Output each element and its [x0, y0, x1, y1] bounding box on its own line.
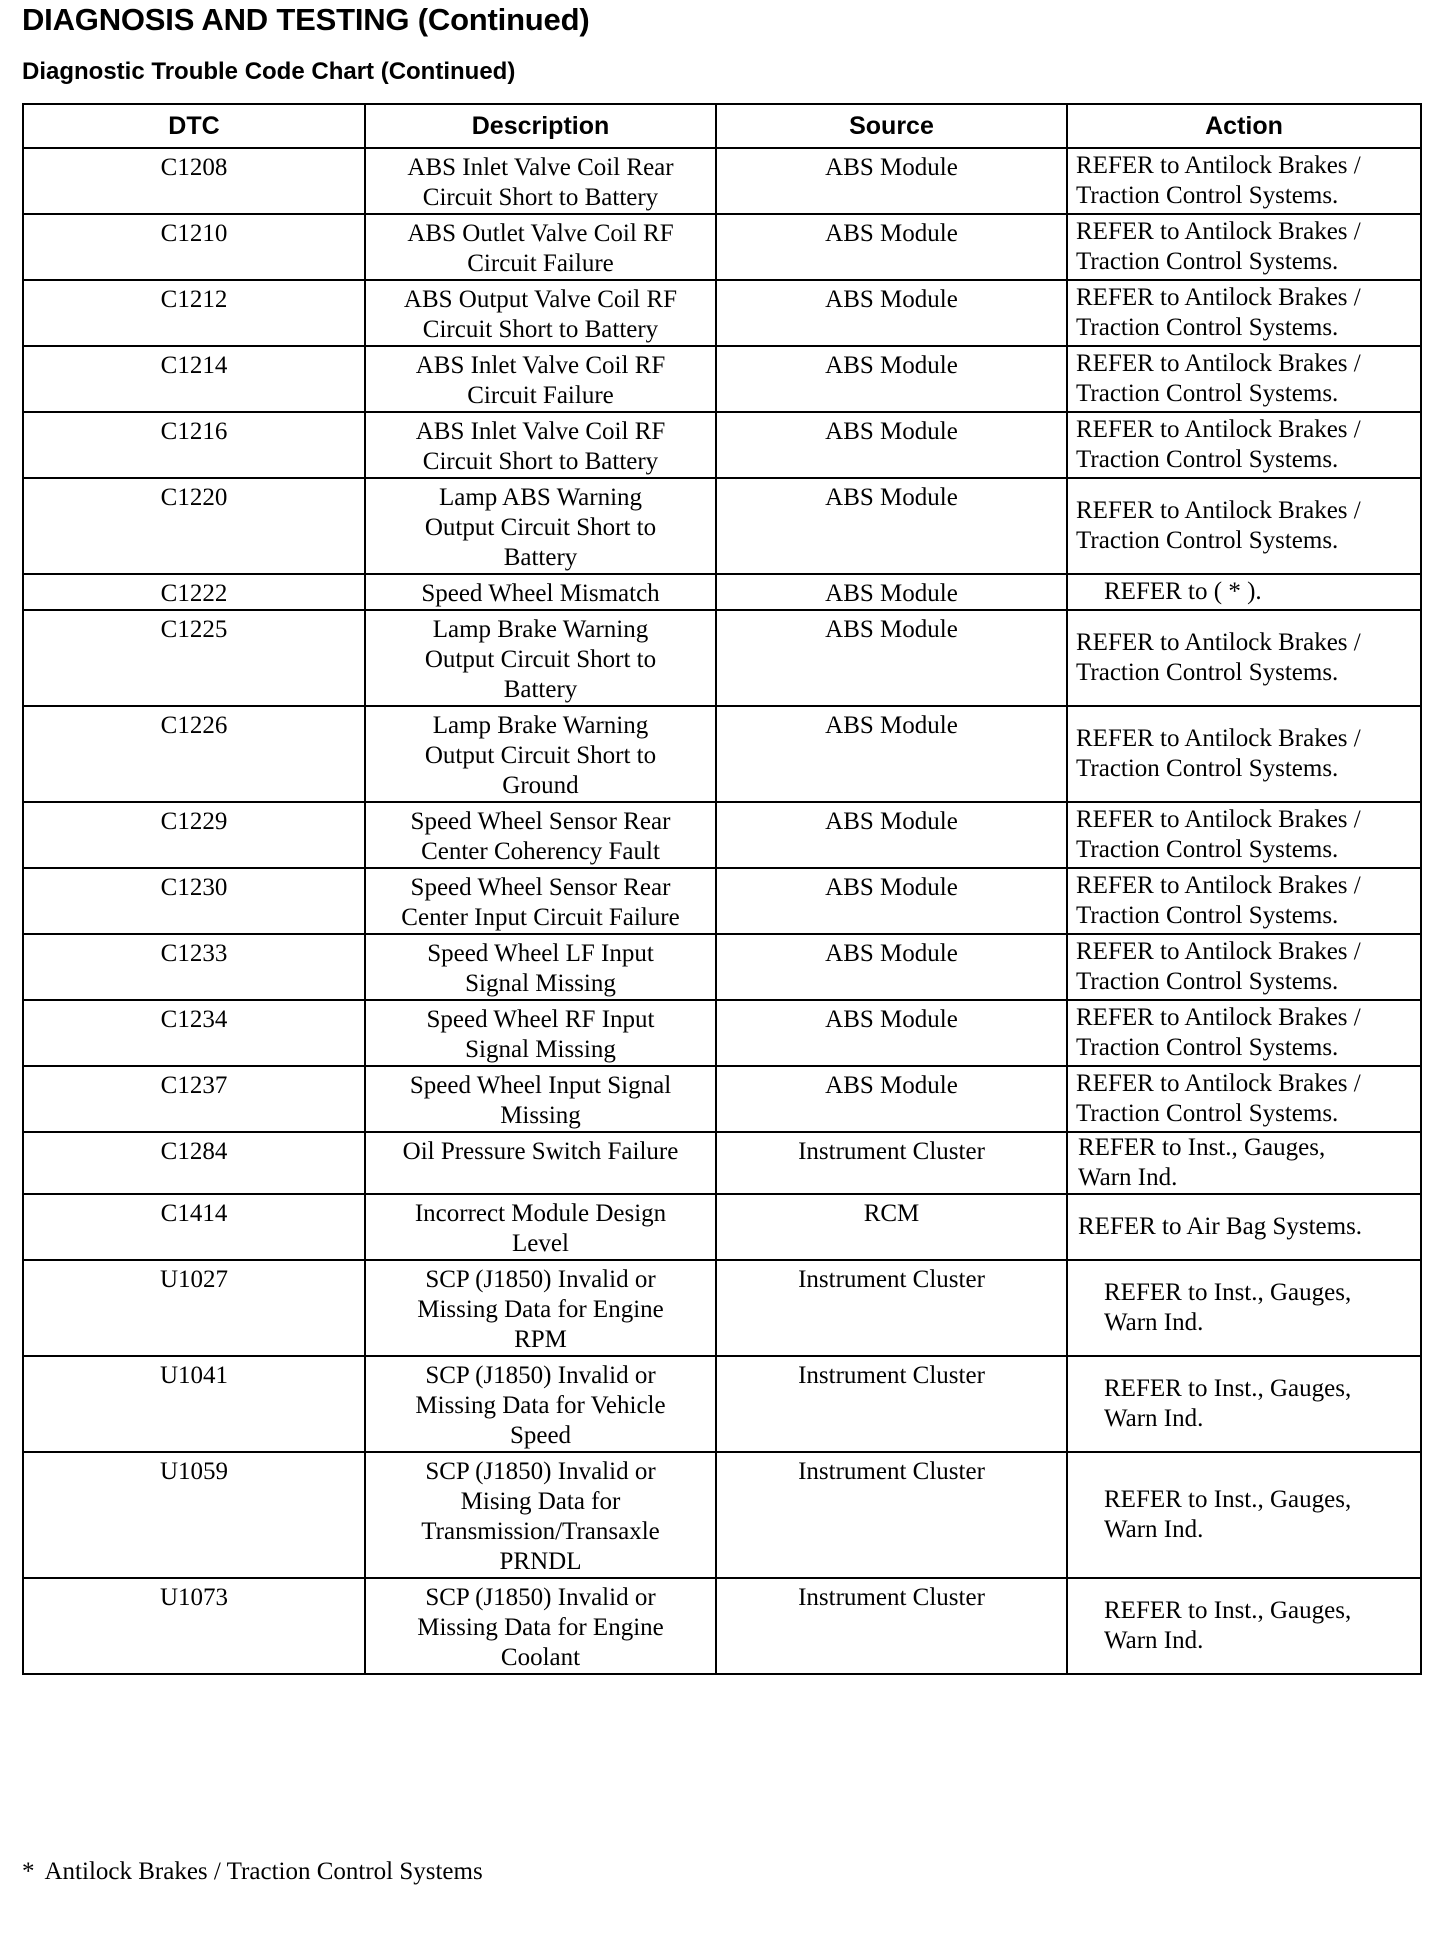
source-cell: ABS Module [716, 478, 1067, 574]
table-row [23, 1260, 1421, 1356]
dtc-cell: U1059 [23, 1452, 365, 1578]
action-line: REFER to Inst., Gauges, [1104, 1597, 1352, 1624]
table-row [23, 214, 1421, 280]
action-cell [1067, 412, 1421, 478]
description-cell [365, 148, 716, 214]
table-row [23, 1578, 1421, 1674]
description-line: SCP (J1850) Invalid or [425, 1362, 656, 1389]
table-row [23, 1452, 1421, 1578]
description-cell [365, 214, 716, 280]
source-cell: ABS Module [716, 346, 1067, 412]
source-cell: Instrument Cluster [716, 1356, 1067, 1452]
table-body [23, 148, 1421, 1674]
action-line: REFER to Inst., Gauges, [1104, 1279, 1352, 1306]
description-cell [365, 1066, 716, 1132]
action-line: Traction Control Systems. [1076, 836, 1339, 863]
action-line: Traction Control Systems. [1076, 659, 1339, 686]
action-cell [1067, 706, 1421, 802]
description-line: RPM [514, 1326, 567, 1353]
action-cell [1067, 214, 1421, 280]
dtc-cell: C1233 [23, 934, 365, 1000]
dtc-cell: C1284 [23, 1132, 365, 1194]
action-cell [1067, 1000, 1421, 1066]
table-row [23, 574, 1421, 610]
action-line: REFER to Antilock Brakes / [1076, 872, 1361, 899]
source-cell: ABS Module [716, 1000, 1067, 1066]
dtc-cell: C1216 [23, 412, 365, 478]
action-line: REFER to Antilock Brakes / [1076, 416, 1361, 443]
dtc-cell: C1414 [23, 1194, 365, 1260]
dtc-cell: C1214 [23, 346, 365, 412]
table-row [23, 802, 1421, 868]
description-line: Center Input Circuit Failure [401, 904, 680, 931]
description-line: Speed Wheel Sensor Rear [410, 808, 671, 835]
dtc-cell: C1237 [23, 1066, 365, 1132]
action-line: Traction Control Systems. [1076, 968, 1339, 995]
source-cell: ABS Module [716, 1066, 1067, 1132]
description-line: Circuit Short to Battery [422, 448, 659, 475]
action-line: Traction Control Systems. [1076, 1100, 1339, 1127]
source-cell: ABS Module [716, 148, 1067, 214]
description-line: Coolant [500, 1644, 581, 1671]
source-cell: ABS Module [716, 934, 1067, 1000]
table-row [23, 706, 1421, 802]
action-line: Traction Control Systems. [1076, 248, 1339, 275]
description-line: Signal Missing [465, 970, 616, 997]
action-cell [1067, 1132, 1421, 1194]
action-line: REFER to Antilock Brakes / [1076, 629, 1361, 656]
action-line: Warn Ind. [1078, 1164, 1178, 1191]
description-cell [365, 1000, 716, 1066]
description-cell [365, 802, 716, 868]
dtc-cell: C1229 [23, 802, 365, 868]
description-line: Circuit Short to Battery [422, 316, 659, 343]
table-row [23, 1000, 1421, 1066]
source-cell: ABS Module [716, 802, 1067, 868]
action-line: REFER to Inst., Gauges, [1104, 1375, 1352, 1402]
table-row [23, 148, 1421, 214]
header-description: Description [365, 104, 716, 148]
description-line: Battery [503, 676, 578, 703]
dtc-cell: C1220 [23, 478, 365, 574]
action-line: Traction Control Systems. [1076, 527, 1339, 554]
description-line: Missing [500, 1102, 581, 1129]
action-cell [1067, 1260, 1421, 1356]
action-line: Traction Control Systems. [1076, 182, 1339, 209]
description-line: Mising Data for [460, 1488, 621, 1515]
description-line: ABS Outlet Valve Coil RF [407, 220, 674, 247]
table-row [23, 1356, 1421, 1452]
description-line: Signal Missing [465, 1036, 616, 1063]
action-line: Warn Ind. [1104, 1516, 1204, 1543]
table-row [23, 1132, 1421, 1194]
action-line: Traction Control Systems. [1076, 380, 1339, 407]
description-line: Incorrect Module Design [414, 1200, 667, 1227]
action-line: Warn Ind. [1104, 1627, 1204, 1654]
description-line: SCP (J1850) Invalid or [425, 1266, 656, 1293]
description-cell [365, 1260, 716, 1356]
action-cell [1067, 346, 1421, 412]
action-line: REFER to Antilock Brakes / [1076, 938, 1361, 965]
action-line: REFER to Air Bag Systems. [1078, 1213, 1363, 1240]
description-line: Output Circuit Short to [424, 742, 657, 769]
table-row [23, 280, 1421, 346]
dtc-cell: U1027 [23, 1260, 365, 1356]
page-subtitle: Diagnostic Trouble Code Chart (Continued) [22, 58, 516, 85]
description-cell [365, 934, 716, 1000]
dtc-cell: C1225 [23, 610, 365, 706]
page-title: DIAGNOSIS AND TESTING (Continued) [22, 2, 590, 37]
action-line: Traction Control Systems. [1076, 446, 1339, 473]
description-line: SCP (J1850) Invalid or [425, 1458, 656, 1485]
description-cell [365, 706, 716, 802]
description-line: Missing Data for Engine [417, 1614, 664, 1641]
description-cell [365, 1578, 716, 1674]
action-line: REFER to Antilock Brakes / [1076, 152, 1361, 179]
description-cell [365, 412, 716, 478]
description-line: ABS Inlet Valve Coil Rear [407, 154, 674, 181]
dtc-cell: C1234 [23, 1000, 365, 1066]
description-line: SCP (J1850) Invalid or [425, 1584, 656, 1611]
description-line: Speed Wheel LF Input [427, 940, 654, 967]
table-header-row [23, 104, 1421, 148]
dtc-cell: C1212 [23, 280, 365, 346]
description-cell [365, 1132, 716, 1194]
action-cell [1067, 1194, 1421, 1260]
description-line: Level [512, 1230, 569, 1257]
source-cell: Instrument Cluster [716, 1452, 1067, 1578]
dtc-cell: U1073 [23, 1578, 365, 1674]
action-cell [1067, 934, 1421, 1000]
description-line: Output Circuit Short to [424, 646, 657, 673]
description-line: Lamp Brake Warning [432, 616, 649, 643]
action-cell [1067, 280, 1421, 346]
action-line: REFER to Antilock Brakes / [1076, 725, 1361, 752]
source-cell: ABS Module [716, 706, 1067, 802]
description-cell [365, 1356, 716, 1452]
description-line: ABS Output Valve Coil RF [403, 286, 678, 313]
description-cell [365, 574, 716, 610]
dtc-table [22, 103, 1422, 1675]
action-cell [1067, 610, 1421, 706]
action-cell [1067, 1452, 1421, 1578]
dtc-cell: C1230 [23, 868, 365, 934]
description-cell [365, 610, 716, 706]
description-cell [365, 346, 716, 412]
description-line: Speed Wheel Input Signal [409, 1072, 672, 1099]
action-line: REFER to Inst., Gauges, [1104, 1486, 1352, 1513]
action-line: REFER to Antilock Brakes / [1076, 1070, 1361, 1097]
dtc-cell: C1222 [23, 574, 365, 610]
description-line: Lamp Brake Warning [432, 712, 649, 739]
table-row [23, 478, 1421, 574]
action-line: REFER to Antilock Brakes / [1076, 350, 1361, 377]
source-cell: ABS Module [716, 214, 1067, 280]
action-line: REFER to Antilock Brakes / [1076, 1004, 1361, 1031]
description-line: Ground [502, 772, 579, 799]
description-line: ABS Inlet Valve Coil RF [415, 418, 666, 445]
table-row [23, 1194, 1421, 1260]
description-line: Missing Data for Engine [417, 1296, 664, 1323]
action-cell [1067, 1066, 1421, 1132]
action-line: Traction Control Systems. [1076, 902, 1339, 929]
description-line: ABS Inlet Valve Coil RF [415, 352, 666, 379]
source-cell: ABS Module [716, 868, 1067, 934]
description-line: Circuit Failure [467, 382, 614, 409]
table-row [23, 934, 1421, 1000]
header-dtc: DTC [23, 104, 365, 148]
table-row [23, 868, 1421, 934]
footnote-text: Antilock Brakes / Traction Control Systems [44, 1858, 483, 1885]
source-cell: ABS Module [716, 574, 1067, 610]
description-cell [365, 868, 716, 934]
source-cell: Instrument Cluster [716, 1260, 1067, 1356]
action-line: Warn Ind. [1104, 1309, 1204, 1336]
action-cell [1067, 1578, 1421, 1674]
description-line: Speed [509, 1422, 572, 1449]
action-line: REFER to Antilock Brakes / [1076, 497, 1361, 524]
action-line: Traction Control Systems. [1076, 1034, 1339, 1061]
description-line: Circuit Failure [467, 250, 614, 277]
header-action: Action [1067, 104, 1421, 148]
description-cell [365, 1452, 716, 1578]
action-cell [1067, 1356, 1421, 1452]
source-cell: RCM [716, 1194, 1067, 1260]
action-line: Traction Control Systems. [1076, 314, 1339, 341]
footnote-marker: * [22, 1858, 35, 1885]
description-line: Circuit Short to Battery [422, 184, 659, 211]
action-cell [1067, 148, 1421, 214]
action-cell [1067, 868, 1421, 934]
source-cell: ABS Module [716, 280, 1067, 346]
action-line: Traction Control Systems. [1076, 755, 1339, 782]
source-cell: Instrument Cluster [716, 1578, 1067, 1674]
description-line: Lamp ABS Warning [438, 484, 643, 511]
table-row [23, 412, 1421, 478]
table-row [23, 610, 1421, 706]
action-line: REFER to Antilock Brakes / [1076, 284, 1361, 311]
source-cell: ABS Module [716, 412, 1067, 478]
table-row [23, 346, 1421, 412]
description-cell [365, 1194, 716, 1260]
action-cell [1067, 478, 1421, 574]
description-line: Battery [503, 544, 578, 571]
description-cell [365, 478, 716, 574]
action-cell [1067, 574, 1421, 610]
description-line: PRNDL [499, 1548, 582, 1575]
description-line: Transmission/Transaxle [421, 1518, 660, 1545]
description-line: Oil Pressure Switch Failure [402, 1138, 679, 1165]
description-line: Missing Data for Vehicle [415, 1392, 666, 1419]
action-line: REFER to ( * ). [1104, 578, 1262, 605]
action-line: Warn Ind. [1104, 1405, 1204, 1432]
dtc-cell: C1208 [23, 148, 365, 214]
dtc-cell: C1210 [23, 214, 365, 280]
description-cell [365, 280, 716, 346]
footnote [22, 1858, 483, 1886]
table-row [23, 1066, 1421, 1132]
description-line: Speed Wheel Mismatch [421, 580, 660, 607]
dtc-cell: C1226 [23, 706, 365, 802]
action-line: REFER to Antilock Brakes / [1076, 218, 1361, 245]
action-line: REFER to Inst., Gauges, [1078, 1134, 1326, 1161]
description-line: Speed Wheel Sensor Rear [410, 874, 671, 901]
description-line: Output Circuit Short to [424, 514, 657, 541]
source-cell: Instrument Cluster [716, 1132, 1067, 1194]
action-line: REFER to Antilock Brakes / [1076, 806, 1361, 833]
description-line: Center Coherency Fault [421, 838, 660, 865]
header-source: Source [716, 104, 1067, 148]
description-line: Speed Wheel RF Input [426, 1006, 655, 1033]
action-cell [1067, 802, 1421, 868]
dtc-cell: U1041 [23, 1356, 365, 1452]
source-cell: ABS Module [716, 610, 1067, 706]
